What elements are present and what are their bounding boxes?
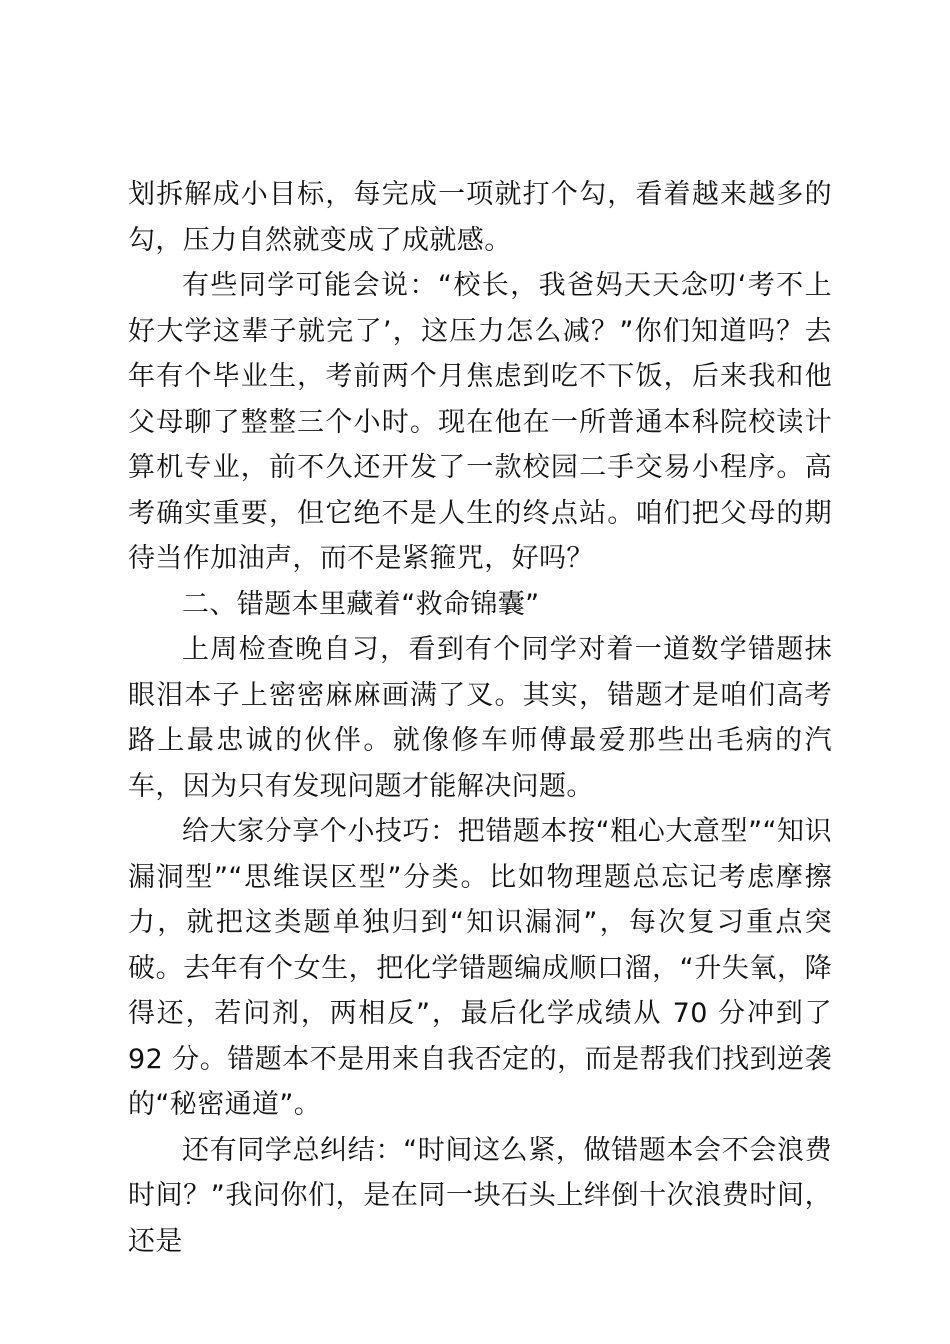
paragraph-evening-study: 上周检查晚自习，看到有个同学对着一道数学错题抹眼泪本子上密密麻麻画满了叉。其实，错题才是咱们高考路上最忠诚的伙伴。就像修车师傅最爱那些出毛病的汽车，因为只有发现问题才能解决问题。 (128, 634, 832, 802)
paragraph-tips: 给大家分享个小技巧：把错题本按“粗心大意型”“知识漏洞型”“思维误区型”分类。比如物理题总忘记考虑摩擦力，就把这类题单独归到“知识漏洞”，每次复习重点突破。去年有个女生，把化学错题编成顺口溜，“升失氧，降得还，若问剂，两相反”，最后化学成绩从 70 分冲到了 92 分。错题本不是用来自我否定的，而是帮我们找到逆袭的“秘密通道”。 (128, 816, 832, 1120)
paragraph-continuation: 划拆解成小目标，每完成一项就打个勾，看着越来越多的勾，压力自然就变成了成就感。 (128, 179, 832, 256)
document-body (128, 172, 832, 1264)
paragraph-time-question: 还有同学总纠结：“时间这么紧，做错题本会不会浪费时间？”我问你们，是在同一块石头上绊倒十次浪费时间，还是 (128, 1134, 832, 1257)
paragraph-parents-pressure: 有些同学可能会说：“校长，我爸妈天天念叨‘考不上好大学这辈子就完了’，这压力怎么减？”你们知道吗？去年有个毕业生，考前两个月焦虑到吃不下饭，后来我和他父母聊了整整三个小时。现在他在一所普通本科院校读计算机专业，前不久还开发了一款校园二手交易小程序。高考确实重要，但它绝不是人生的终点站。咱们把父母的期待当作加油声，而不是紧箍咒，好吗？ (128, 270, 832, 574)
section-heading: 二、错题本里藏着“救命锦囊” (182, 588, 540, 620)
